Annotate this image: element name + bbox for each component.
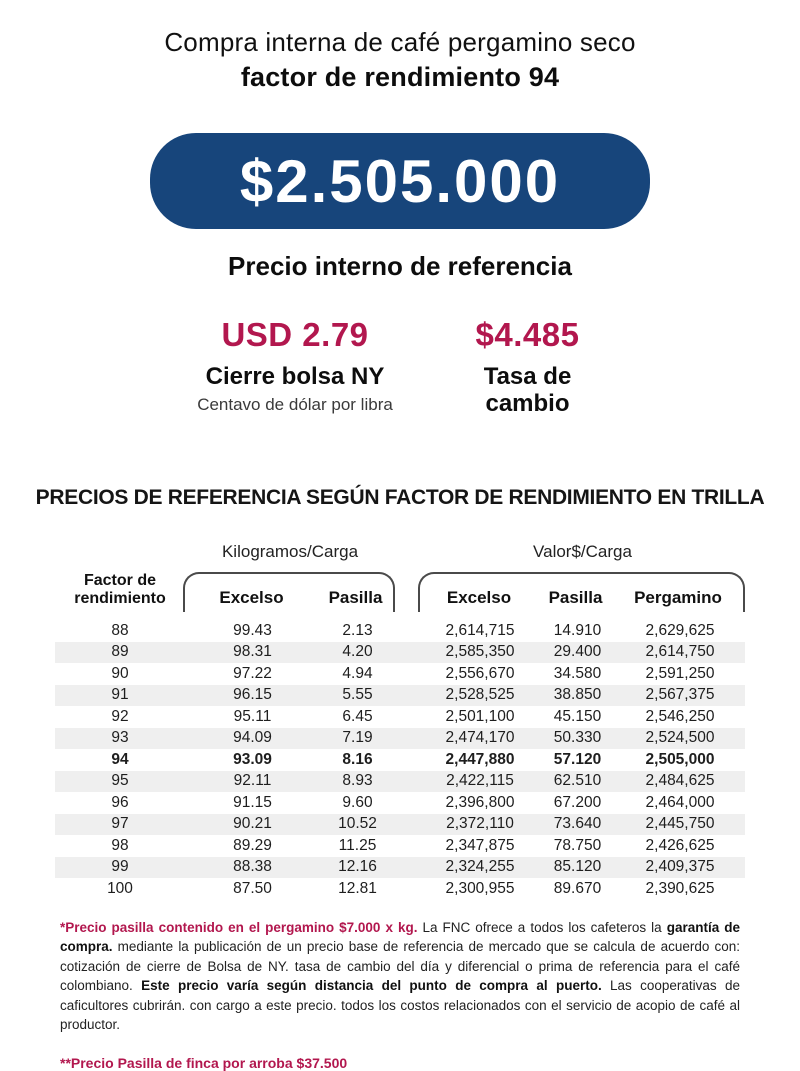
group-header-kilograms: Kilogramos/Carga bbox=[221, 542, 359, 561]
table-cell: 2,372,110 bbox=[446, 815, 514, 833]
table-cell: 8.16 bbox=[342, 750, 373, 768]
table-cell: 95 bbox=[111, 772, 129, 790]
table-cell: 34.580 bbox=[553, 664, 602, 682]
table-cell: 96.15 bbox=[233, 686, 272, 704]
table-cell: 95.11 bbox=[233, 707, 272, 725]
table-cell: 2,591,250 bbox=[645, 664, 715, 682]
column-header-factor: Factor de rendimiento bbox=[74, 572, 166, 607]
footnotes bbox=[60, 918, 740, 1071]
table-cell: 14.910 bbox=[553, 621, 602, 639]
table-cell: 78.750 bbox=[553, 836, 602, 854]
table-cell: 89.670 bbox=[553, 879, 602, 897]
column-header-val-excelso: Excelso bbox=[446, 588, 512, 607]
table-cell: 93 bbox=[111, 729, 129, 747]
footnote-segment: mediante la publicación de un precio base de referencia de mercado que se calcula de acuerdo con: cotización de cierre de Bolsa de NY. tasa de cambio del día y diferencial o prima de referencia para el café colombiano. bbox=[60, 939, 740, 993]
reference-price-pill bbox=[150, 133, 650, 229]
table-cell: 67.200 bbox=[553, 793, 602, 811]
table-cell: 99 bbox=[111, 858, 129, 876]
table-cell: 88 bbox=[111, 621, 129, 639]
table-cell: 2,524,500 bbox=[645, 729, 715, 747]
table-row bbox=[55, 878, 745, 900]
reference-price-value: $2.505.000 bbox=[239, 147, 561, 215]
table-cell: 97 bbox=[111, 815, 129, 833]
ny-close-value: USD 2.79 bbox=[221, 316, 369, 353]
exchange-rate-label: Tasa de cambio bbox=[483, 363, 572, 417]
ny-close-sublabel: Centavo de dólar por libra bbox=[197, 395, 393, 414]
column-header-val-pergamino: Pergamino bbox=[634, 588, 722, 607]
table-cell: 2,324,255 bbox=[445, 858, 515, 876]
table-cell: 85.120 bbox=[553, 858, 602, 876]
table-cell: 2,426,625 bbox=[645, 836, 715, 854]
table-cell: 12.16 bbox=[338, 858, 377, 876]
column-header-kg-excelso: Excelso bbox=[219, 588, 284, 607]
table-cell: 98 bbox=[111, 836, 129, 854]
table-row bbox=[55, 620, 745, 642]
exchange-rate-value: $4.485 bbox=[475, 316, 580, 353]
table-cell: 2,556,670 bbox=[445, 664, 515, 682]
table-cell: 89.29 bbox=[233, 836, 272, 854]
table-cell: 2,447,880 bbox=[445, 750, 515, 768]
table-cell: 2.13 bbox=[342, 621, 373, 639]
footnote-guarantee bbox=[60, 918, 740, 1035]
reference-price-label: Precio interno de referencia bbox=[228, 251, 572, 281]
table-cell: 2,474,170 bbox=[445, 729, 515, 747]
kilograms-group-bracket bbox=[183, 572, 395, 612]
table-cell: 97.22 bbox=[233, 664, 272, 682]
footnote-segment: Este precio varía según distancia del punto de compra al puerto. bbox=[141, 978, 602, 993]
table-row bbox=[55, 814, 745, 836]
table-cell: 2,614,750 bbox=[645, 643, 715, 661]
page-title-line2: factor de rendimiento 94 bbox=[240, 62, 560, 92]
table-cell: 2,501,100 bbox=[445, 707, 515, 725]
table-cell: 2,567,375 bbox=[645, 686, 715, 704]
footnote-segment: *Precio pasilla contenido en el pergamino $7.000 x kg. bbox=[60, 919, 423, 935]
table-cell: 5.55 bbox=[342, 686, 373, 704]
table-cell: 2,422,115 bbox=[446, 772, 514, 790]
table-body bbox=[55, 620, 745, 900]
column-header-val-pasilla: Pasilla bbox=[548, 588, 603, 607]
table-cell: 91.15 bbox=[233, 793, 272, 811]
page-title-line1: Compra interna de café pergamino seco bbox=[164, 27, 636, 57]
table-cell: 2,629,625 bbox=[645, 621, 715, 639]
table-cell: 2,347,875 bbox=[445, 836, 515, 854]
table-cell: 62.510 bbox=[553, 772, 602, 790]
table-cell: 2,585,350 bbox=[445, 643, 515, 661]
table-cell: 91 bbox=[111, 686, 129, 704]
table-cell: 98.31 bbox=[233, 643, 272, 661]
table-group-header-row bbox=[55, 540, 745, 564]
table-cell: 57.120 bbox=[553, 750, 602, 768]
table-cell: 89 bbox=[111, 643, 129, 661]
table-cell: 90 bbox=[111, 664, 129, 682]
ny-close-stat bbox=[150, 316, 440, 415]
table-cell: 92.11 bbox=[233, 772, 272, 790]
table-row bbox=[55, 792, 745, 814]
table-cell: 50.330 bbox=[553, 729, 602, 747]
table-cell: 94 bbox=[111, 750, 129, 768]
table-row bbox=[55, 685, 745, 707]
table-cell: 2,505,000 bbox=[645, 750, 715, 768]
table-row bbox=[55, 706, 745, 728]
table-row bbox=[55, 771, 745, 793]
table-row bbox=[55, 642, 745, 664]
table-cell: 2,409,375 bbox=[645, 858, 715, 876]
footnote-segment: La FNC ofrece a todos los cafeteros la bbox=[422, 919, 667, 935]
table-cell: 87.50 bbox=[233, 879, 272, 897]
table-cell: 2,445,750 bbox=[645, 815, 715, 833]
table-cell: 92 bbox=[111, 707, 129, 725]
table-cell: 2,528,525 bbox=[445, 686, 515, 704]
table-cell: 99.43 bbox=[233, 621, 272, 639]
table-cell: 8.93 bbox=[342, 772, 373, 790]
footnote-segment: Las cooperativas de caficultores cubrirán. con cargo a este precio. todos los costos relacionados con el servicio de acopio de café al productor. bbox=[60, 978, 740, 1032]
table-cell: 2,396,800 bbox=[445, 793, 515, 811]
table-cell: 11.25 bbox=[338, 836, 377, 854]
table-cell: 10.52 bbox=[338, 815, 377, 833]
table-cell: 73.640 bbox=[553, 815, 602, 833]
value-group-bracket bbox=[418, 572, 745, 612]
ny-close-label: Cierre bolsa NY bbox=[205, 363, 385, 390]
market-stats bbox=[0, 316, 800, 428]
table-row bbox=[55, 857, 745, 879]
table-row bbox=[55, 749, 745, 771]
price-table bbox=[55, 540, 745, 900]
exchange-rate-stat bbox=[445, 316, 610, 417]
table-section-title: PRECIOS DE REFERENCIA SEGÚN FACTOR DE RENDIMIENTO EN TRILLA bbox=[35, 486, 765, 509]
table-cell: 6.45 bbox=[342, 707, 373, 725]
table-cell: 45.150 bbox=[553, 707, 602, 725]
table-cell: 2,300,955 bbox=[445, 879, 515, 897]
table-row bbox=[55, 835, 745, 857]
table-cell: 2,546,250 bbox=[645, 707, 715, 725]
table-cell: 29.400 bbox=[553, 643, 602, 661]
table-cell: 2,614,715 bbox=[445, 621, 515, 639]
table-cell: 7.19 bbox=[342, 729, 373, 747]
table-cell: 38.850 bbox=[553, 686, 602, 704]
column-header-kg-pasilla: Pasilla bbox=[328, 588, 383, 607]
table-cell: 12.81 bbox=[338, 879, 377, 897]
table-subheader-row bbox=[55, 566, 745, 612]
footnote-segment: garantía de compra. bbox=[60, 919, 740, 954]
table-cell: 88.38 bbox=[233, 858, 272, 876]
table-cell: 2,390,625 bbox=[645, 879, 715, 897]
table-cell: 90.21 bbox=[233, 815, 272, 833]
table-cell: 9.60 bbox=[342, 793, 373, 811]
footnote-pasilla-finca: **Precio Pasilla de finca por arroba $37.500 bbox=[60, 1054, 348, 1071]
table-cell: 100 bbox=[107, 879, 133, 897]
table-cell: 96 bbox=[111, 793, 129, 811]
table-cell: 2,464,000 bbox=[645, 793, 715, 811]
page-header bbox=[0, 0, 800, 93]
table-row bbox=[55, 728, 745, 750]
table-cell: 4.20 bbox=[342, 643, 373, 661]
table-row bbox=[55, 663, 745, 685]
table-cell: 93.09 bbox=[233, 750, 272, 768]
table-cell: 2,484,625 bbox=[645, 772, 715, 790]
table-cell: 4.94 bbox=[342, 664, 373, 682]
group-header-value: Valor$/Carga bbox=[533, 542, 632, 561]
table-cell: 94.09 bbox=[233, 729, 272, 747]
